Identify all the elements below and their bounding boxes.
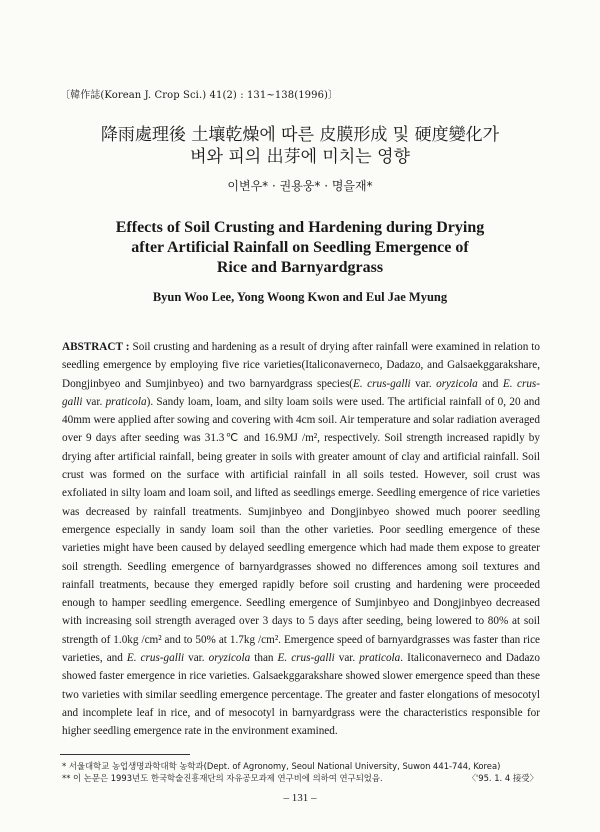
received-date: 〈'95. 1. 4 接受〉 bbox=[467, 773, 538, 783]
abstract-label: ABSTRACT : bbox=[62, 341, 133, 353]
english-title-line-2: after Artificial Rainfall on Seedling Emergence of bbox=[131, 239, 469, 256]
footnote-funding: ** 이 논문은 1993년도 한국학술진흥재단의 자유공모과제 연구비에 의하여 연구되었음. bbox=[62, 773, 383, 783]
footnote-divider bbox=[60, 754, 190, 755]
english-title-line-1: Effects of Soil Crusting and Hardening during Drying bbox=[115, 219, 485, 236]
english-title-line-3: Rice and Barnyardgrass bbox=[216, 259, 384, 276]
korean-authors: 이변우* · 권용웅* · 명을재* bbox=[227, 179, 373, 193]
abstract-text: than bbox=[250, 652, 278, 665]
abstract-text: ). Sandy loam, loam, and silty loam soils were used. The artificial rainfall of 0, 20 and 40mm were applied after sowing and covering with 4cm soil. Air temperature and solar radiation averaged over 9 days after seeding was 31.3℃ and 16.9MJ /m², respectively. Soil strength increased rapidly by drying after artificial rainfall, being greater in soils with greater amount of clay and artificial rainfall. Soil crust was formed on the surface with artificial rainfall in all soils tested. However, soil crust was exfoliated in silty loam and loam soil, and lifted as seedlings emerge. Seedling emergence of rice varieties was decreased by rainfall treatments. Sumjinbyeo and Dongjinbyeo showed much poorer seedling emergence especially in sandy loam soil than the other varieties. Poor seedling emergence of these varieties might have been caused by delayed seedling emergence which had made them expose to greater soil strength. Seedling emergence of barnyardgrasses showed no differences among soil textures and rainfall treatments, because they emerged rapidly before soil crusting and hardening were proceeded enough to hamper seedling emergence. Seedling emergence of Sumjinbyeo and Dongjinbyeo decreased with increasing soil strength averaged over 3 days to 5 days after seeding, being lowered to 80% at soil strength of 1.0kg /cm² and to 50% at 1.7kg /cm². Emergence speed of barnyardgrasses was faster than rice varieties, and bbox=[62, 395, 540, 665]
abstract-text: and bbox=[477, 377, 503, 390]
species-name: E. crus-galli bbox=[277, 652, 335, 665]
abstract-text: var. bbox=[82, 395, 106, 408]
variety-name: oryzicola bbox=[208, 652, 251, 665]
variety-name: oryzicola bbox=[436, 377, 478, 390]
abstract-text: var. bbox=[184, 652, 209, 665]
journal-reference: 〔韓作誌(Korean J. Crop Sci.) 41(2) : 131~138(1996)〕 bbox=[60, 90, 339, 101]
abstract bbox=[62, 338, 540, 741]
variety-name: praticola bbox=[359, 652, 401, 665]
species-name: E. crus-galli bbox=[126, 652, 185, 665]
footnote-affiliation: * 서울대학교 농업생명과학대학 농학과(Dept. of Agronomy, Seoul National University, Suwon 441-744, Korea) bbox=[62, 761, 501, 771]
abstract-text: . Italiconaverneco and Dadazo showed faster emergence in rice varieties. Galsaekggarakshare showed slower emergence speed than these two varieties with similar seedling emergence percentage. The greater and faster elongations of mesocotyl and incomplete leaf in rice, and of mesocotyl in barnyardgrass were the characteristics responsible for higher seedling emergence rate in the environment examined. bbox=[62, 652, 540, 738]
korean-title-line-1: 降雨處理後 土壤乾燥에 따른 皮膜形成 및 硬度變化가 bbox=[100, 125, 500, 145]
species-name: E. crus-galli bbox=[353, 377, 411, 390]
species-name: E. crus-galli bbox=[62, 377, 541, 408]
variety-name: praticola bbox=[105, 395, 147, 408]
abstract-text: var. bbox=[334, 652, 360, 665]
abstract-text: var. bbox=[410, 377, 437, 390]
korean-title-line-2: 벼와 피의 出芽에 미치는 영향 bbox=[190, 147, 410, 167]
english-authors: Byun Woo Lee, Yong Woong Kwon and Eul Jae Myung bbox=[152, 290, 448, 304]
abstract-text: Soil crusting and hardening as a result of drying after rainfall were examined in relation to seedling emergence by employing five rice varieties(Italiconaverneco, Dadazo, and Galsaekggarakshare, Dongjinbyeo and Sumjinbyeo) and two barnyardgrass species( bbox=[62, 341, 541, 390]
page-number: – 131 – bbox=[283, 792, 317, 804]
